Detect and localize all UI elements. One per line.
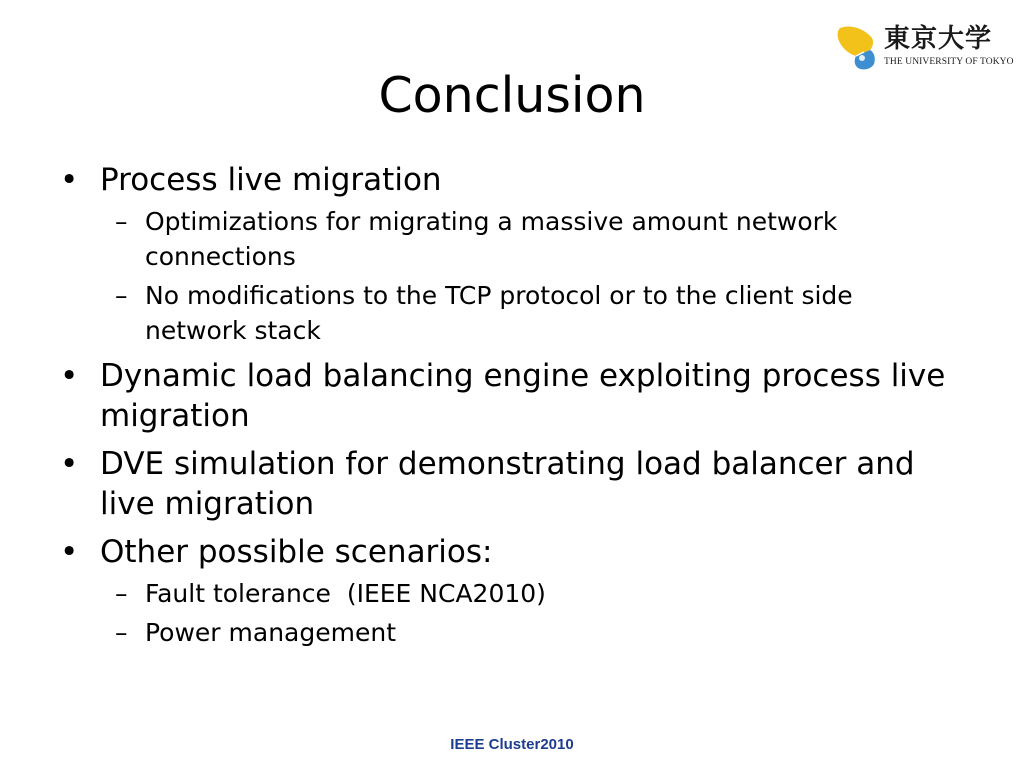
bullet-item — [60, 532, 970, 572]
bullet-text: Process live migration — [100, 162, 442, 198]
dash-icon: – — [115, 281, 128, 310]
sub-bullet-item — [60, 204, 970, 274]
bullet-icon: • — [60, 534, 79, 570]
bullet-icon: • — [60, 162, 79, 198]
footer-conference: IEEE Cluster2010 — [450, 736, 574, 753]
sub-bullet-item — [60, 278, 970, 348]
dash-icon: – — [115, 207, 128, 236]
sub-bullet-item — [60, 615, 970, 650]
bullet-list — [60, 160, 970, 650]
bullet-text: Dynamic load balancing engine exploiting process live migration — [100, 358, 946, 434]
sub-bullet-text: Power management — [145, 618, 397, 647]
bullet-icon: • — [60, 358, 79, 394]
dash-icon: – — [115, 618, 128, 647]
dash-icon: – — [115, 579, 128, 608]
bullet-item — [60, 160, 970, 200]
sub-bullet-text: Fault tolerance (IEEE NCA2010) — [145, 579, 546, 608]
bullet-text: Other possible scenarios: — [100, 534, 493, 570]
sub-bullet-text: Optimizations for migrating a massive amount network connections — [145, 207, 838, 271]
bullet-icon: • — [60, 446, 79, 482]
sub-bullet-text: No modifications to the TCP protocol or to the client side network stack — [145, 281, 853, 345]
bullet-text: DVE simulation for demonstrating load balancer and live migration — [100, 446, 915, 522]
slide-title: Conclusion — [378, 67, 646, 124]
bullet-item — [60, 444, 970, 524]
logo-english-name: THE UNIVERSITY OF TOKYO — [884, 57, 1014, 67]
logo-kanji: 東京大学 — [884, 24, 993, 54]
bullet-item — [60, 356, 970, 436]
sub-bullet-item — [60, 576, 970, 611]
